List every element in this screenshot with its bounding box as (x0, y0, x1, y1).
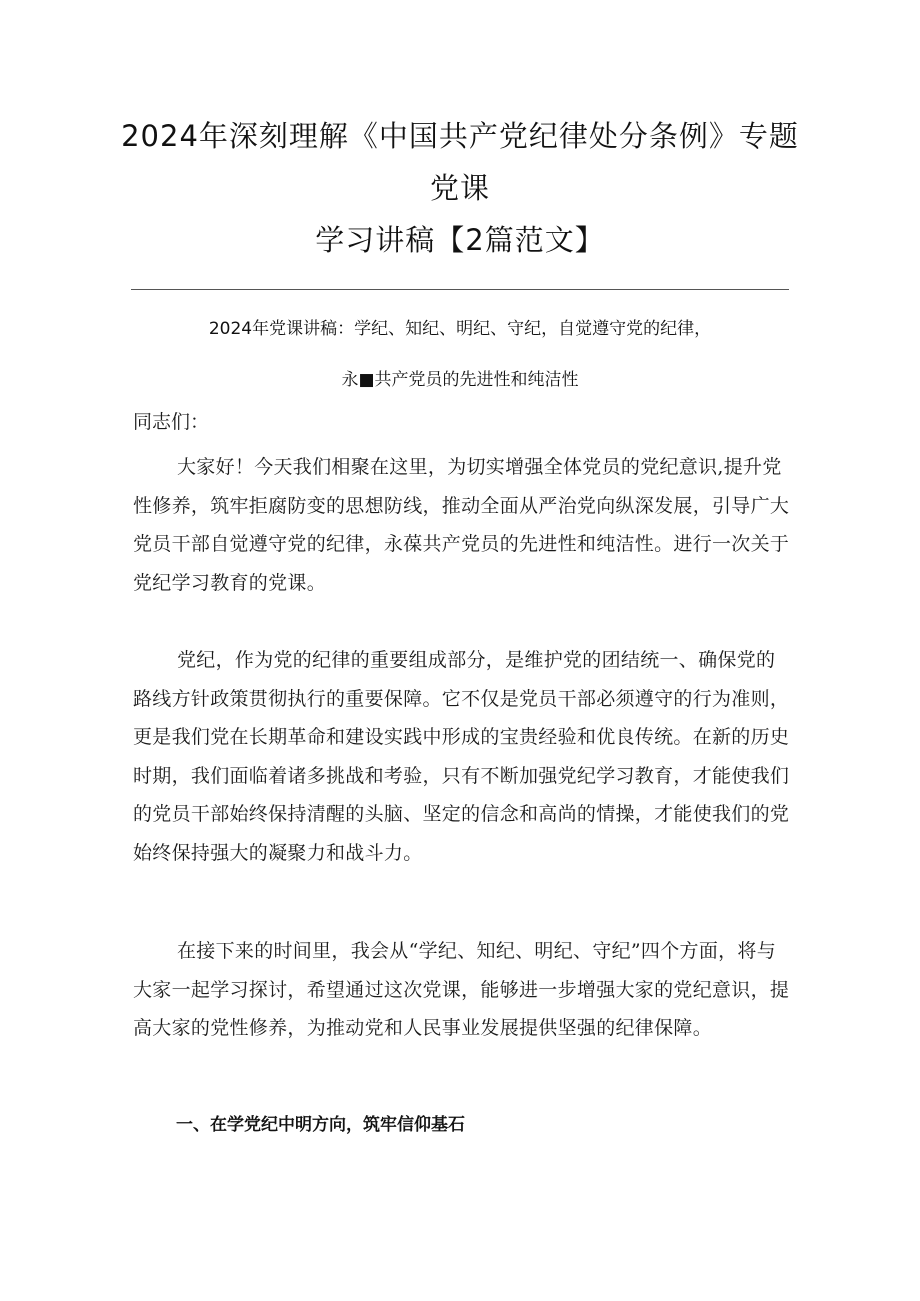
body-paragraph-1: 大家好！今天我们相聚在这里，为切实增强全体党员的党纪意识,提升党性修养，筑牢拒腐防变的思想防线，推动全面从严治党向纵深发展，引导广大党员干部自觉遵守党的纪律，永葆共产党员的先进性和纯洁性。进行一次关于党纪学习教育的党课。 (133, 456, 790, 594)
document-title (120, 110, 800, 266)
document-title-line-2: 学习讲稿【2篇范文】 (315, 223, 605, 257)
subtitle-line-2: 永■共产党员的先进性和纯洁性 (341, 370, 579, 390)
title-divider (131, 289, 789, 290)
body-paragraph-2: 党纪，作为党的纪律的重要组成部分，是维护党的团结统一、确保党的路线方针政策贯彻执行的重要保障。它不仅是党员干部必须遵守的行为准则，更是我们党在长期革命和建设实践中形成的宝贵经验和优良传统。在新的历史时期，我们面临着诸多挑战和考验，只有不断加强党纪学习教育，才能使我们的党员干部始终保持清醒的头脑、坚定的信念和高尚的情操，才能使我们的党始终保持强大的凝聚力和战斗力。 (133, 649, 790, 864)
subtitle-line-1: 2024年党课讲稿：学纪、知纪、明纪、守纪，自觉遵守党的纪律， (208, 319, 712, 339)
section-heading-1: 一、在学党纪中明方向，筑牢信仰基石 (176, 1115, 465, 1135)
salutation: 同志们： (133, 411, 210, 433)
body-paragraph-3: 在接下来的时间里，我会从“学纪、知纪、明纪、守纪”四个方面，将与大家一起学习探讨，希望通过这次党课，能够进一步增强大家的党纪意识，提高大家的党性修养，为推动党和人民事业发展提供坚强的纪律保障。 (133, 940, 790, 1039)
document-title-line-1: 2024年深刻理解《中国共产党纪律处分条例》专题党课 (121, 119, 799, 205)
